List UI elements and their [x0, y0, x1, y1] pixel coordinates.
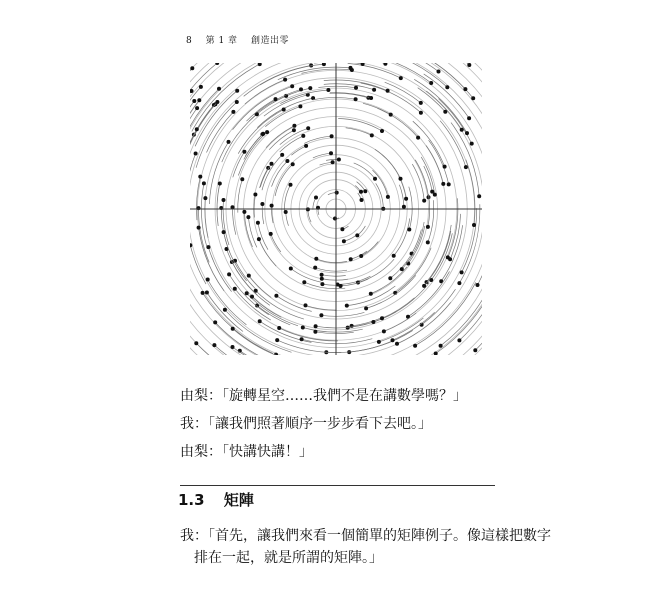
- star-dot: [231, 345, 235, 349]
- star-dot: [304, 303, 308, 307]
- star-dot: [330, 134, 334, 138]
- star-trail: [258, 223, 268, 250]
- star-dot: [404, 197, 408, 201]
- star-dot: [205, 291, 209, 295]
- star-dot: [197, 226, 201, 230]
- star-dot: [326, 88, 330, 92]
- star-dot: [235, 100, 239, 104]
- star-dot: [422, 199, 426, 203]
- chapter-title: 創造出零: [250, 36, 289, 46]
- star-trail: [377, 108, 418, 137]
- star-dot: [386, 89, 390, 93]
- star-dot: [441, 182, 445, 186]
- star-trail: [217, 184, 220, 227]
- chapter-label: 第 1 章: [205, 36, 238, 46]
- star-dot: [301, 134, 305, 138]
- star-dot: [198, 175, 202, 179]
- star-dot: [213, 320, 217, 324]
- star-dot: [445, 85, 449, 89]
- star-dot: [335, 191, 339, 195]
- star-trail: [207, 293, 243, 332]
- star-dot: [314, 196, 318, 200]
- star-dot: [473, 348, 477, 352]
- star-dot: [269, 232, 273, 236]
- star-dot: [395, 342, 399, 346]
- star-trail: [338, 119, 382, 132]
- star-dot: [265, 130, 269, 134]
- star-dot: [258, 63, 262, 66]
- star-trail: [375, 63, 431, 83]
- star-dot: [426, 225, 430, 229]
- star-dot: [388, 276, 392, 280]
- star-dot: [457, 281, 461, 285]
- star-dot: [192, 99, 196, 103]
- star-dot: [206, 278, 210, 282]
- star-dot: [464, 165, 468, 169]
- star-dot: [199, 85, 203, 89]
- star-dot: [212, 343, 216, 347]
- star-dot: [426, 240, 430, 244]
- star-trail: [393, 312, 435, 340]
- star-dot: [277, 326, 281, 330]
- star-dot: [218, 182, 222, 186]
- star-dot: [359, 190, 363, 194]
- star-dot: [291, 162, 295, 166]
- star-trail: [318, 86, 356, 88]
- star-dot: [472, 223, 476, 227]
- star-dot: [242, 210, 246, 214]
- dialogue-line-1: 由梨：「旋轉星空……我們不是在講數學嗎？」: [180, 388, 467, 404]
- star-dot: [476, 283, 480, 287]
- star-dot: [245, 291, 249, 295]
- star-dot: [298, 104, 302, 108]
- star-dot: [190, 66, 194, 70]
- star-dot: [399, 177, 403, 181]
- star-dot: [380, 316, 384, 320]
- star-trail: [190, 91, 192, 170]
- star-dot: [465, 131, 469, 135]
- star-trail: [271, 234, 281, 252]
- star-dot: [369, 96, 373, 100]
- star-dot: [285, 159, 289, 163]
- star-trail: [286, 212, 289, 226]
- star-trail: [322, 275, 346, 277]
- star-dot: [439, 344, 443, 348]
- star-dot: [477, 194, 481, 198]
- star-dot: [194, 341, 198, 345]
- star-dot: [460, 270, 464, 274]
- star-trail: [199, 228, 225, 291]
- starfield-svg: [190, 63, 482, 355]
- star-dot: [223, 308, 227, 312]
- star-dot: [354, 86, 358, 90]
- star-dot: [437, 70, 441, 74]
- star-trail: [375, 149, 401, 179]
- star-dot: [359, 254, 363, 258]
- star-dot: [233, 287, 237, 291]
- star-dot: [360, 198, 364, 202]
- star-dot: [194, 152, 198, 156]
- star-dot: [320, 273, 324, 277]
- star-dot: [280, 153, 284, 157]
- star-trail: [382, 298, 415, 319]
- star-dot: [433, 193, 437, 197]
- star-dot: [419, 111, 423, 115]
- star-dot: [299, 87, 303, 91]
- star-trail: [249, 276, 271, 298]
- star-trail: [429, 140, 449, 184]
- star-dot: [413, 344, 417, 348]
- star-dot: [364, 306, 368, 310]
- star-trail: [249, 96, 286, 121]
- star-dot: [195, 106, 199, 110]
- star-dot: [253, 193, 257, 197]
- star-dot: [342, 239, 346, 243]
- star-dot: [443, 110, 447, 114]
- star-dot: [320, 282, 324, 286]
- star-dot: [222, 198, 226, 202]
- star-dot: [300, 337, 304, 341]
- star-dot: [256, 221, 260, 225]
- star-dot: [380, 129, 384, 133]
- star-trail: [418, 63, 473, 98]
- star-dot: [443, 165, 447, 169]
- star-dot: [290, 84, 294, 88]
- star-dot: [457, 338, 461, 342]
- star-dot: [429, 81, 433, 85]
- star-dot: [345, 304, 349, 308]
- star-dot: [447, 182, 451, 186]
- star-dot: [372, 88, 376, 92]
- star-dot: [369, 292, 373, 296]
- star-dot: [250, 295, 254, 299]
- star-dot: [289, 267, 293, 271]
- star-dot: [313, 330, 317, 334]
- star-dot: [419, 101, 423, 105]
- star-dot: [471, 96, 475, 100]
- star-dot: [340, 227, 344, 231]
- star-dot: [467, 63, 471, 67]
- star-dot: [275, 338, 279, 342]
- star-dot: [301, 326, 305, 330]
- dialogue-line-3: 由梨：「快講快講！」: [180, 444, 313, 460]
- star-dot: [371, 320, 375, 324]
- star-trail: [427, 225, 452, 282]
- star-dot: [283, 78, 287, 82]
- running-header: [186, 33, 299, 46]
- star-dot: [261, 132, 265, 136]
- star-dot: [389, 113, 393, 117]
- star-trail: [414, 79, 467, 133]
- star-trail: [352, 317, 384, 326]
- star-dot: [320, 277, 324, 281]
- star-dot: [416, 136, 420, 140]
- star-dot: [308, 86, 312, 90]
- star-dot: [422, 284, 426, 288]
- star-dot: [247, 274, 251, 278]
- star-trail: [190, 105, 214, 146]
- star-dot: [206, 245, 210, 249]
- star-dot: [197, 98, 201, 102]
- star-dot: [289, 183, 293, 187]
- star-trail: [190, 89, 219, 137]
- star-dot: [430, 190, 434, 194]
- paragraph-line-2: 排在一起，就是所謂的矩陣。」: [194, 550, 383, 566]
- star-dot: [349, 66, 353, 70]
- star-trail: [314, 63, 362, 64]
- star-trail: [262, 204, 264, 224]
- star-dot: [217, 87, 221, 91]
- star-dot: [463, 87, 467, 91]
- star-dot: [392, 254, 396, 258]
- section-rule: [180, 485, 495, 486]
- star-trail: [346, 128, 372, 136]
- star-trail: [235, 261, 256, 289]
- star-dot: [227, 272, 231, 276]
- star-dot: [460, 128, 464, 132]
- star-trail: [209, 142, 228, 204]
- star-dot: [370, 133, 374, 137]
- star-dot: [292, 128, 296, 132]
- star-dot: [467, 116, 471, 120]
- star-dot: [258, 319, 262, 323]
- star-dot: [377, 340, 381, 344]
- star-dot: [319, 313, 323, 317]
- star-trail: [448, 198, 458, 257]
- star-trail: [291, 269, 321, 283]
- rotating-star-figure: [190, 63, 482, 355]
- star-dot: [302, 280, 306, 284]
- star-dot: [399, 76, 403, 80]
- star-trail: [354, 163, 375, 179]
- star-dot: [400, 267, 404, 271]
- star-trail: [260, 321, 312, 342]
- star-dot: [339, 284, 343, 288]
- star-dot: [314, 324, 318, 328]
- star-dot: [354, 97, 358, 101]
- star-dot: [313, 266, 317, 270]
- star-trail: [347, 286, 396, 306]
- star-dot: [202, 181, 206, 185]
- star-dot: [227, 140, 231, 144]
- star-trail: [316, 259, 347, 263]
- star-dot: [274, 97, 278, 101]
- section-heading: [178, 489, 254, 510]
- star-dot: [235, 89, 239, 93]
- star-dot: [363, 189, 367, 193]
- page-number: 8: [186, 36, 193, 46]
- star-dot: [203, 196, 207, 200]
- star-dot: [242, 150, 246, 154]
- star-dot: [446, 255, 450, 259]
- star-dot: [274, 294, 278, 298]
- star-dot: [270, 162, 274, 166]
- star-dot: [306, 126, 310, 130]
- star-dot: [391, 338, 395, 342]
- star-trail: [221, 208, 230, 252]
- star-dot: [386, 195, 390, 199]
- star-trail: [322, 279, 348, 280]
- section-title: 矩陣: [223, 491, 254, 509]
- star-dot: [195, 127, 199, 131]
- star-dot: [304, 144, 308, 148]
- star-dot: [382, 329, 386, 333]
- paragraph-line-1: 我：「首先，讓我們來看一個簡單的矩陣例子。像這樣把數字: [180, 528, 551, 544]
- star-trail: [201, 183, 207, 248]
- star-trail: [238, 179, 243, 212]
- star-dot: [355, 233, 359, 237]
- star-dot: [260, 202, 264, 206]
- star-dot: [373, 177, 377, 181]
- star-dot: [292, 124, 296, 128]
- star-dot: [231, 110, 235, 114]
- star-dot: [434, 352, 438, 356]
- star-trail: [214, 345, 299, 355]
- star-dot: [270, 204, 274, 208]
- star-dot: [284, 210, 288, 214]
- dialogue-line-2: 我：「讓我們照著順序一步步看下去吧。」: [180, 416, 432, 432]
- star-dot: [331, 160, 335, 164]
- star-dot: [470, 142, 474, 146]
- star-dot: [314, 257, 318, 261]
- section-number: 1.3: [178, 491, 205, 509]
- star-dot: [215, 100, 219, 104]
- star-dot: [329, 151, 333, 155]
- star-dot: [240, 177, 244, 181]
- star-dot: [222, 230, 226, 234]
- star-trail: [413, 121, 445, 166]
- star-dot: [322, 63, 326, 66]
- star-trail: [399, 185, 404, 207]
- star-trail: [440, 121, 466, 167]
- star-dot: [257, 237, 261, 241]
- star-trail: [276, 296, 311, 312]
- star-dot: [201, 291, 205, 295]
- star-dot: [383, 63, 387, 66]
- star-dot: [215, 63, 219, 65]
- star-dot: [402, 205, 406, 209]
- star-dot: [407, 228, 411, 232]
- star-dot: [246, 215, 250, 219]
- star-dot: [282, 108, 286, 112]
- star-trail: [321, 312, 364, 316]
- star-dot: [231, 327, 235, 331]
- star-dot: [337, 158, 341, 162]
- star-dot: [349, 257, 353, 261]
- star-trail: [229, 274, 269, 314]
- star-trail: [361, 242, 378, 257]
